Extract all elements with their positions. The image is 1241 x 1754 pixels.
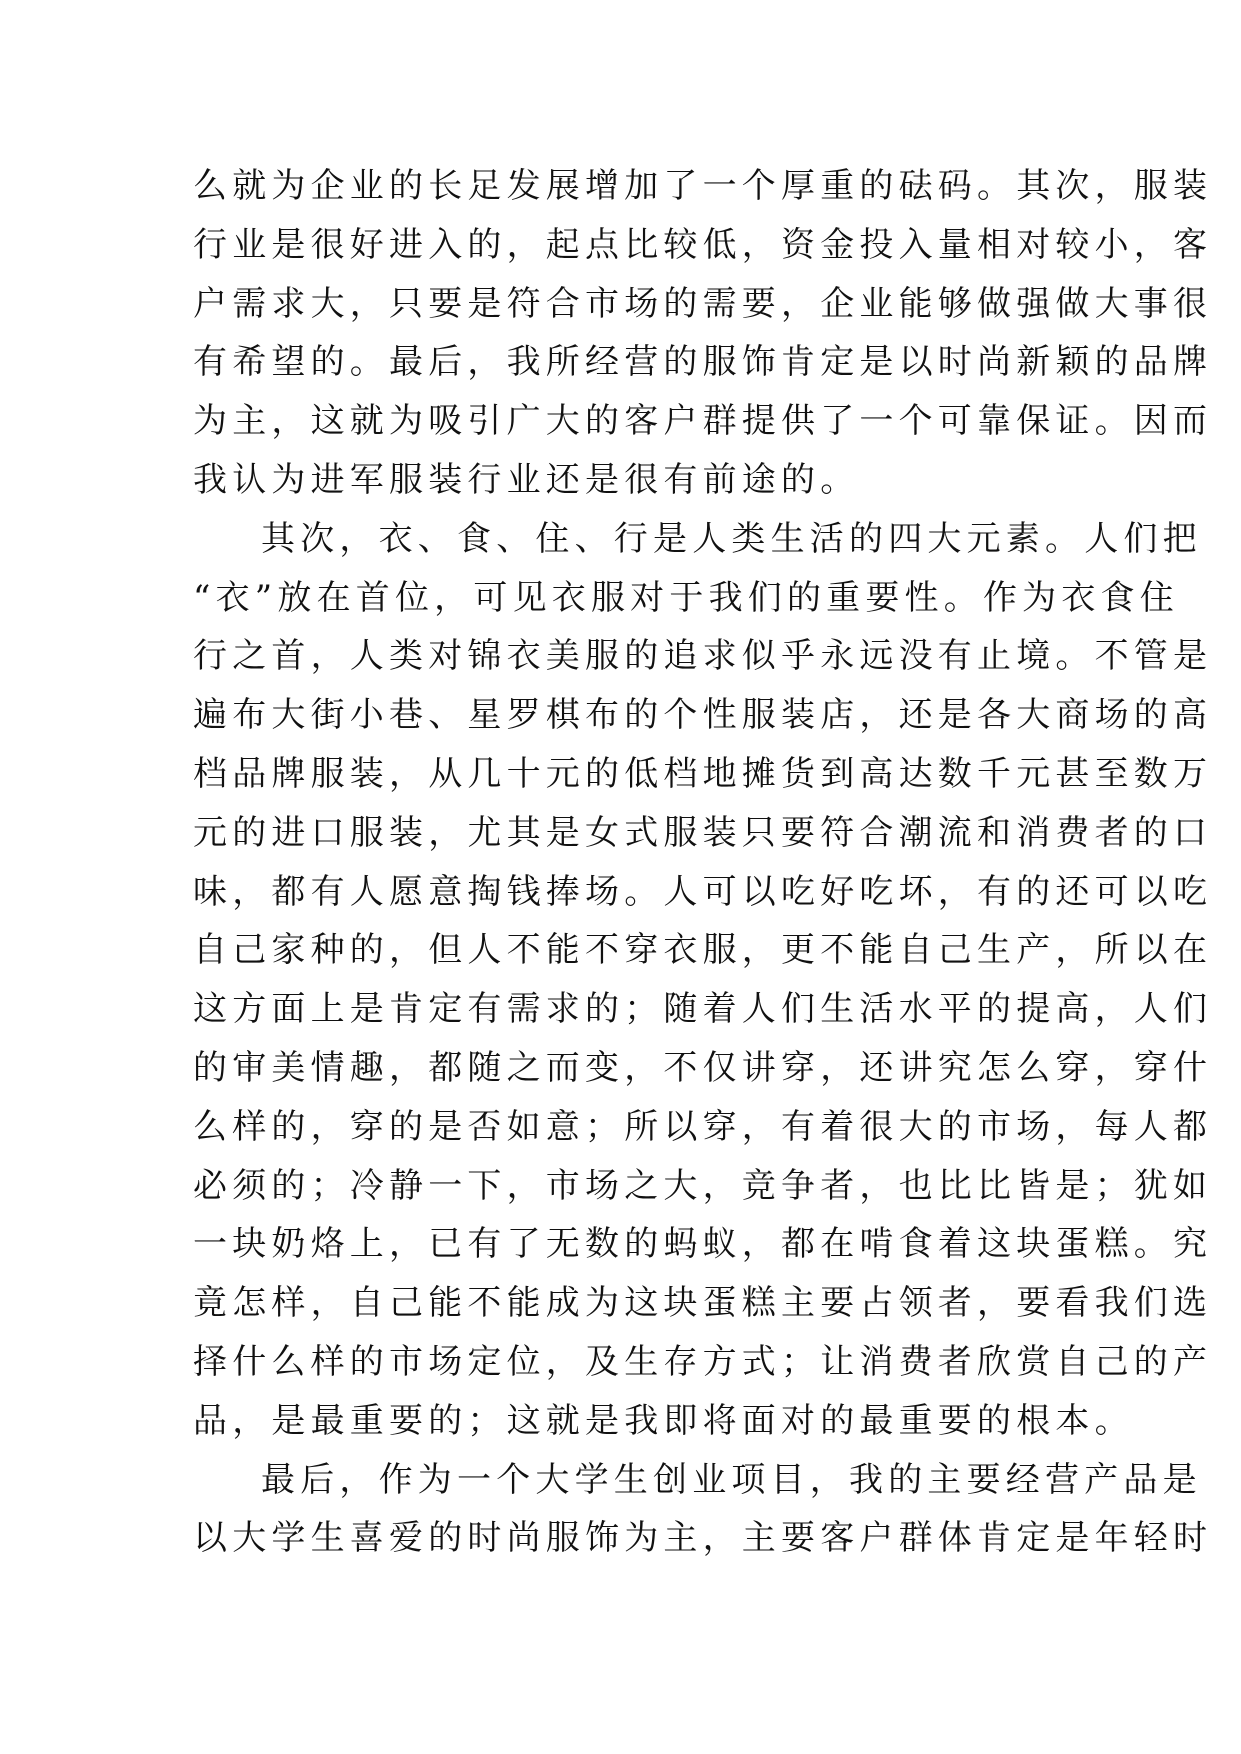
text-line: 户需求大，只要是符合市场的需要，企业能够做强做大事很 [193, 283, 1213, 324]
text-line: 必须的；冷静一下，市场之大，竞争者，也比比皆是；犹如 [193, 1165, 1213, 1206]
text-line: 最后，作为一个大学生创业项目，我的主要经营产品是 [261, 1459, 1202, 1500]
text-line: 么就为企业的长足发展增加了一个厚重的砝码。其次，服装 [193, 166, 1213, 206]
text-line: 么样的，穿的是否如意；所以穿，有着很大的市场，每人都 [193, 1106, 1213, 1147]
text-line: 品，是最重要的；这就是我即将面对的最重要的根本。 [193, 1400, 1134, 1441]
text-line: 味，都有人愿意掏钱捧场。人可以吃好吃坏，有的还可以吃 [193, 871, 1213, 912]
text-line: 以大学生喜爱的时尚服饰为主，主要客户群体肯定是年轻时 [193, 1518, 1213, 1559]
text-line: 这方面上是肯定有需求的；随着人们生活水平的提高，人们 [193, 989, 1213, 1030]
text-line: 元的进口服装，尤其是女式服装只要符合潮流和消费者的口 [193, 812, 1213, 853]
text-line: 的审美情趣，都随之而变，不仅讲穿，还讲究怎么穿，穿什 [193, 1047, 1213, 1088]
text-line: 行之首，人类对锦衣美服的追求似乎永远没有止境。不管是 [193, 636, 1213, 677]
paragraph [193, 157, 1213, 510]
body-text [193, 157, 1213, 1568]
paragraph [193, 510, 1213, 1451]
text-line: 择什么样的市场定位，及生存方式；让消费者欣赏自己的产 [193, 1341, 1213, 1382]
text-line: 为主，这就为吸引广大的客户群提供了一个可靠保证。因而 [193, 401, 1213, 442]
text-line: 行业是很好进入的，起点比较低，资金投入量相对较小，客 [193, 224, 1213, 265]
paragraph [193, 1451, 1213, 1569]
text-line: 其次，衣、食、住、行是人类生活的四大元素。人们把 [261, 518, 1202, 559]
text-line: 竟怎样，自己能不能成为这块蛋糕主要占领者，要看我们选 [193, 1283, 1213, 1324]
text-line: 我认为进军服装行业还是很有前途的。 [193, 459, 860, 500]
text-line: 自己家种的，但人不能不穿衣服，更不能自己生产，所以在 [193, 930, 1213, 971]
text-line: 一块奶烙上，已有了无数的蚂蚁，都在啃食着这块蛋糕。究 [193, 1224, 1213, 1265]
text-line: 遍布大街小巷、星罗棋布的个性服装店，还是各大商场的高 [193, 695, 1213, 736]
text-line: 有希望的。最后，我所经营的服饰肯定是以时尚新颖的品牌 [193, 342, 1213, 383]
text-line: “衣”放在首位，可见衣服对于我们的重要性。作为衣食住 [193, 577, 1179, 618]
text-line: 档品牌服装，从几十元的低档地摊货到高达数千元甚至数万 [193, 753, 1213, 794]
